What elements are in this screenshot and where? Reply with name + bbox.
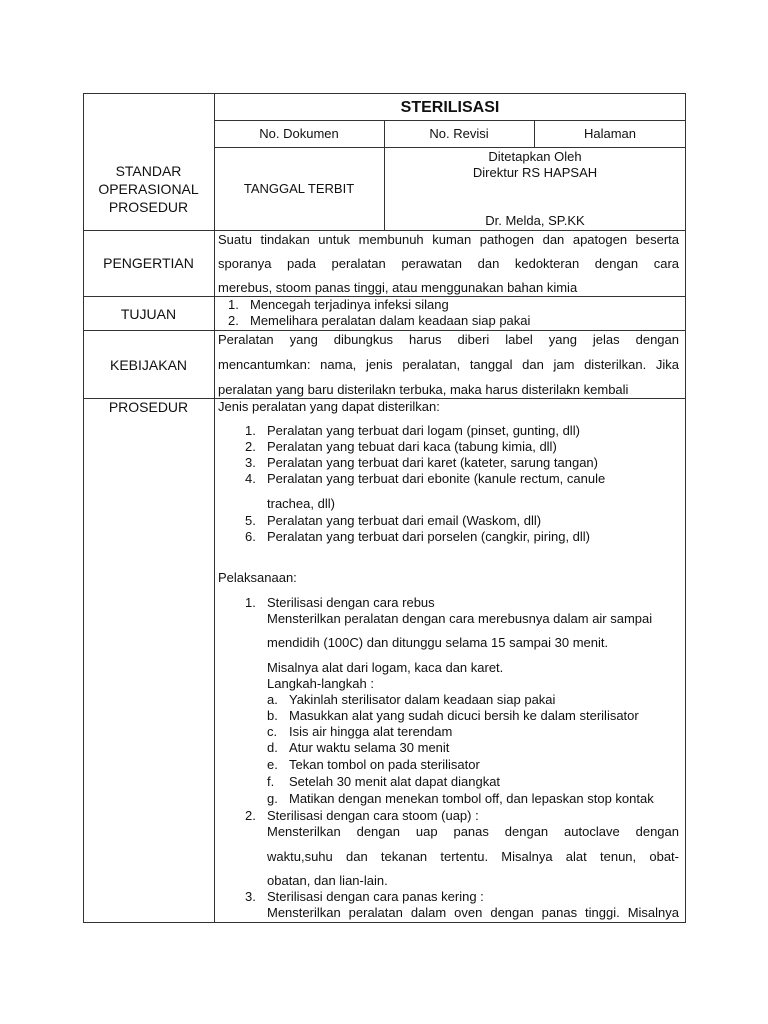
stoom-desc-3: obatan, dan lian-lain. xyxy=(267,873,388,888)
pelaksanaan-num-3: 3. xyxy=(245,889,256,904)
step-d: Atur waktu selama 30 menit xyxy=(289,740,450,755)
jenis-item-4-cont: trachea, dll) xyxy=(267,496,335,511)
pengertian-label: PENGERTIAN xyxy=(103,255,194,271)
step-letter-f: f. xyxy=(267,774,275,789)
prosedur-label: PROSEDUR xyxy=(108,399,189,415)
pelaksanaan-heading: Pelaksanaan: xyxy=(218,570,297,585)
tujuan-item-2: Memelihara peralatan dalam keadaan siap pakai xyxy=(250,313,531,328)
step-letter-e: e. xyxy=(267,757,278,772)
pelaksanaan-num-1: 1. xyxy=(245,595,256,610)
pengertian-line-2: sporanya pada peralatan perawatan dan kedokteran dengan cara xyxy=(218,256,679,271)
tujuan-num-2: 2. xyxy=(228,313,239,328)
tujuan-item-1: Mencegah terjadinya infeksi silang xyxy=(250,297,449,312)
step-g: Matikan dengan menekan tombol off, dan lepaskan stop kontak xyxy=(289,791,654,806)
pelaksanaan-num-2: 2. xyxy=(245,808,256,823)
sop-line-1: STANDAR xyxy=(115,163,182,179)
stoom-title: Sterilisasi dengan cara stoom (uap) : xyxy=(267,808,479,823)
kebijakan-line-3: peralatan yang baru disterilakn terbuka, maka harus disterilakn kembali xyxy=(218,382,629,397)
step-letter-g: g. xyxy=(267,791,278,806)
step-a: Yakinlah sterilisator dalam keadaan siap pakai xyxy=(289,692,556,707)
step-letter-b: b. xyxy=(267,708,278,723)
kebijakan-label: KEBIJAKAN xyxy=(109,357,188,373)
step-b: Masukkan alat yang sudah dicuci bersih ke dalam sterilisator xyxy=(289,708,639,723)
sop-line-3: PROSEDUR xyxy=(108,199,189,215)
page-title: STERILISASI xyxy=(400,99,500,116)
jenis-num-2: 2. xyxy=(245,439,256,454)
kebijakan-line-2: mencantumkan: nama, jenis peralatan, tanggal dan jam disterilkan. Jika xyxy=(218,357,679,372)
rebus-desc-2: mendidih (100C) dan ditunggu selama 15 sampai 30 menit. xyxy=(267,635,609,650)
jenis-item-2: Peralatan yang tebuat dari kaca (tabung kimia, dll) xyxy=(267,439,557,454)
halaman-label: Halaman xyxy=(583,126,637,141)
jenis-item-3: Peralatan yang terbuat dari karet (kateter, sarung tangan) xyxy=(267,455,598,470)
step-e: Tekan tombol on pada sterilisator xyxy=(289,757,480,772)
sop-line-2: OPERASIONAL xyxy=(98,181,199,197)
rebus-title: Sterilisasi dengan cara rebus xyxy=(267,595,435,610)
kering-desc: Mensterilkan peralatan dalam oven dengan panas tinggi. Misalnya xyxy=(267,905,679,920)
step-letter-d: d. xyxy=(267,740,278,755)
ditetapkan-label: Ditetapkan Oleh xyxy=(488,149,582,164)
jenis-num-3: 3. xyxy=(245,455,256,470)
pengertian-line-1: Suatu tindakan untuk membunuh kuman pathogen dan apatogen beserta xyxy=(218,232,679,247)
stoom-desc-1: Mensterilkan dengan uap panas dengan autoclave dengan xyxy=(267,824,679,839)
prosedur-intro: Jenis peralatan yang dapat disterilkan: xyxy=(218,399,440,414)
jenis-item-6: Peralatan yang terbuat dari porselen (cangkir, piring, dll) xyxy=(267,529,591,544)
step-letter-a: a. xyxy=(267,692,278,707)
jenis-item-1: Peralatan yang terbuat dari logam (pinset, gunting, dll) xyxy=(267,423,580,438)
tanggal-terbit-label: TANGGAL TERBIT xyxy=(243,181,355,196)
kering-title: Sterilisasi dengan cara panas kering : xyxy=(267,889,484,904)
langkah-heading: Langkah-langkah : xyxy=(267,676,374,691)
pengertian-line-3: merebus, stoom panas tinggi, atau menggunakan bahan kimia xyxy=(218,280,578,295)
rebus-example: Misalnya alat dari logam, kaca dan karet. xyxy=(267,660,504,675)
jenis-item-4: Peralatan yang terbuat dari ebonite (kanule rectum, canule xyxy=(267,471,606,486)
step-f: Setelah 30 menit alat dapat diangkat xyxy=(289,774,501,789)
tujuan-num-1: 1. xyxy=(228,297,239,312)
jenis-num-4: 4. xyxy=(245,471,256,486)
rebus-desc-1: Mensterilkan peralatan dengan cara merebusnya dalam air sampai xyxy=(267,611,653,626)
no-dokumen-label: No. Dokumen xyxy=(259,126,339,141)
jenis-item-5: Peralatan yang terbuat dari email (Waskom, dll) xyxy=(267,513,542,528)
jenis-num-6: 6. xyxy=(245,529,256,544)
jenis-num-5: 5. xyxy=(245,513,256,528)
step-letter-c: c. xyxy=(267,724,278,739)
kebijakan-line-1: Peralatan yang dibungkus harus diberi label yang jelas dengan xyxy=(218,332,679,347)
step-c: Isis air hingga alat terendam xyxy=(289,724,453,739)
direktur-label: Direktur RS HAPSAH xyxy=(472,165,598,180)
tujuan-label: TUJUAN xyxy=(120,306,177,322)
signer-name: Dr. Melda, SP.KK xyxy=(485,213,585,228)
jenis-num-1: 1. xyxy=(245,423,256,438)
stoom-desc-2: waktu,suhu dan tekanan tertentu. Misalnya alat tenun, obat- xyxy=(267,849,679,864)
no-revisi-label: No. Revisi xyxy=(429,126,489,141)
